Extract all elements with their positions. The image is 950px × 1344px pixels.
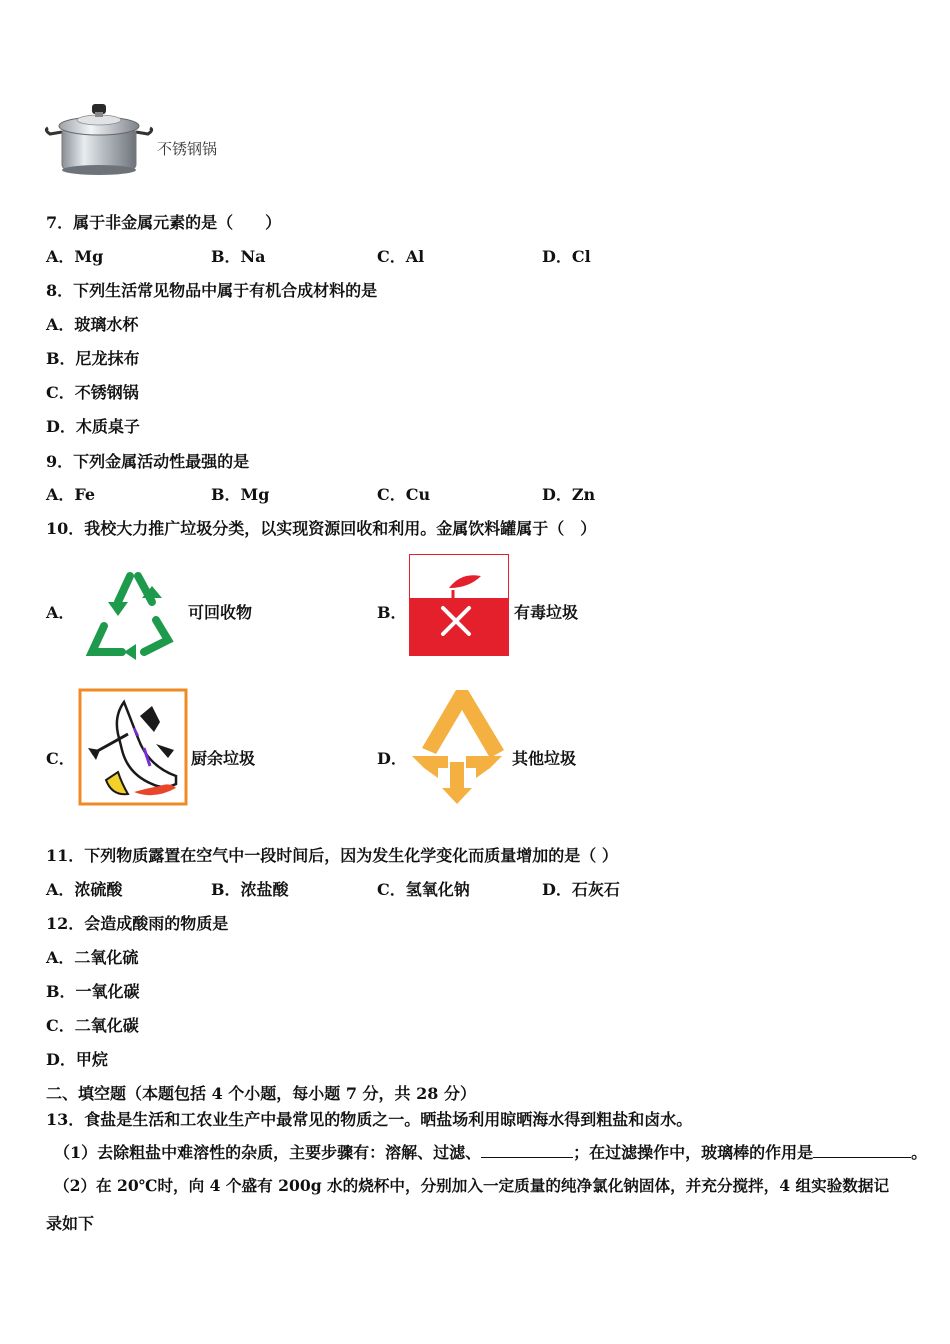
q10-option-c-label: 厨余垃圾 bbox=[191, 749, 256, 768]
question-7-stem: 7．属于非金属元素的是（ ） bbox=[46, 213, 282, 232]
q13-part-2-line-2: 录如下 bbox=[46, 1214, 95, 1233]
q13-part-1-text-b: ；在过滤操作中，玻璃棒的作用是 bbox=[573, 1143, 814, 1162]
question-10-stem: 10．我校大力推广垃圾分类，以实现资源回收和利用。金属饮料罐属于（ ） bbox=[46, 519, 597, 538]
q11-option-d[interactable]: D．石灰石 bbox=[542, 880, 620, 899]
q7-option-b[interactable]: B．Na bbox=[211, 247, 266, 266]
kitchen-waste-icon[interactable] bbox=[78, 688, 188, 806]
q8-option-b[interactable]: B．尼龙抹布 bbox=[46, 349, 140, 368]
q12-option-c[interactable]: C．二氧化碳 bbox=[46, 1016, 139, 1035]
stainless-pot-image bbox=[44, 98, 154, 176]
q9-option-b[interactable]: B．Mg bbox=[211, 485, 270, 504]
toxic-waste-icon[interactable] bbox=[409, 554, 509, 656]
q10-option-b-letter[interactable]: B． bbox=[377, 603, 407, 622]
q12-option-d[interactable]: D．甲烷 bbox=[46, 1050, 108, 1069]
q7-option-c[interactable]: C．Al bbox=[377, 247, 425, 266]
question-9-stem: 9．下列金属活动性最强的是 bbox=[46, 452, 250, 471]
q9-option-c[interactable]: C．Cu bbox=[377, 485, 431, 504]
q12-option-a[interactable]: A．二氧化硫 bbox=[46, 948, 139, 967]
section-2-title: 二、填空题（本题包括 4 个小题，每小题 7 分，共 28 分） bbox=[46, 1084, 476, 1103]
other-waste-icon[interactable] bbox=[408, 688, 506, 806]
q13-part-1-text-a: （1）去除粗盐中难溶性的杂质，主要步骤有：溶解、过滤、 bbox=[54, 1143, 482, 1162]
question-8-stem: 8．下列生活常见物品中属于有机合成材料的是 bbox=[46, 281, 378, 300]
q11-option-b[interactable]: B．浓盐酸 bbox=[211, 880, 289, 899]
q13-part-1-text-c: 。 bbox=[911, 1143, 928, 1162]
q10-option-a-label: 可回收物 bbox=[188, 603, 253, 622]
q10-option-a-letter[interactable]: A． bbox=[46, 603, 75, 622]
q8-option-a[interactable]: A．玻璃水杯 bbox=[46, 315, 139, 334]
question-13-stem: 13．食盐是生活和工农业生产中最常见的物质之一。晒盐场利用晾晒海水得到粗盐和卤水。 bbox=[46, 1110, 693, 1129]
q7-option-d[interactable]: D．Cl bbox=[542, 247, 591, 266]
q8-option-d[interactable]: D．木质桌子 bbox=[46, 417, 140, 436]
q13-blank-1[interactable] bbox=[481, 1143, 573, 1158]
q11-option-a[interactable]: A．浓硫酸 bbox=[46, 880, 123, 899]
pot-caption: 不锈钢锅 bbox=[157, 140, 218, 158]
q13-part-2-line-1: （2）在 20℃时，向 4 个盛有 200g 水的烧杯中，分别加入一定质量的纯净氯化钠固体，并充分搅拌，4 组实验数据记 bbox=[54, 1176, 890, 1195]
q9-option-d[interactable]: D．Zn bbox=[542, 485, 596, 504]
q11-option-c[interactable]: C．氢氧化钠 bbox=[377, 880, 470, 899]
question-12-stem: 12．会造成酸雨的物质是 bbox=[46, 914, 229, 933]
recycle-icon[interactable] bbox=[78, 562, 186, 660]
q9-option-a[interactable]: A．Fe bbox=[46, 485, 96, 504]
q10-option-d-letter[interactable]: D． bbox=[377, 749, 407, 768]
q12-option-b[interactable]: B．一氧化碳 bbox=[46, 982, 140, 1001]
q13-blank-2[interactable] bbox=[813, 1143, 911, 1158]
q7-option-a[interactable]: A．Mg bbox=[46, 247, 104, 266]
q10-option-c-letter[interactable]: C． bbox=[46, 749, 75, 768]
q8-option-c[interactable]: C．不锈钢锅 bbox=[46, 383, 139, 402]
q13-part-1 bbox=[54, 1140, 927, 1163]
q10-option-d-label: 其他垃圾 bbox=[512, 749, 577, 768]
q10-option-b-label: 有毒垃圾 bbox=[514, 603, 579, 622]
question-11-stem: 11．下列物质露置在空气中一段时间后，因为发生化学变化而质量增加的是（ ） bbox=[46, 846, 618, 865]
